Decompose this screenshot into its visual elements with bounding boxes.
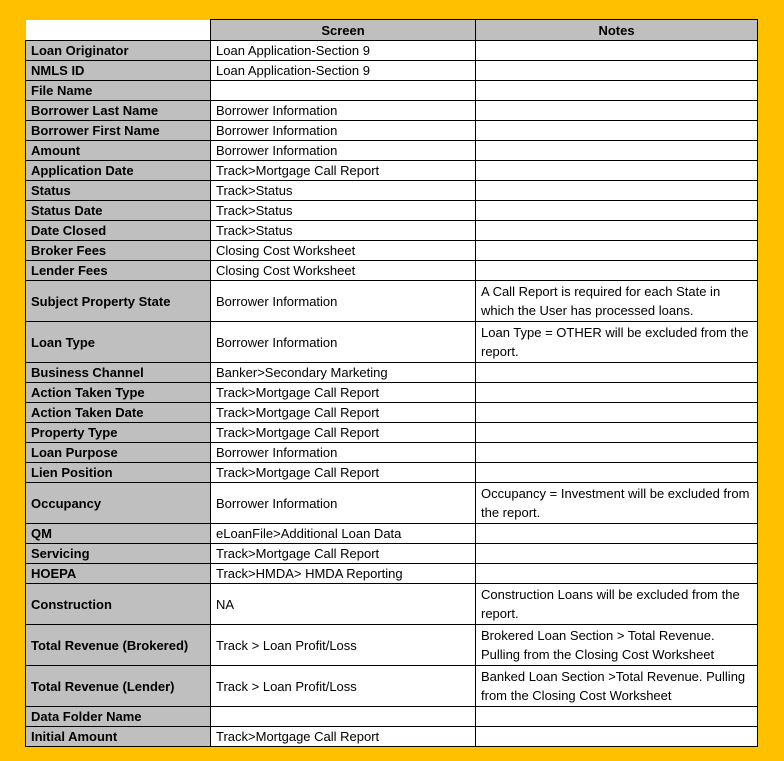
table-row [26, 81, 758, 101]
table-row [26, 141, 758, 161]
screen-cell: Track>Mortgage Call Report [211, 727, 476, 747]
field-label-cell: Lien Position [26, 463, 211, 483]
screen-cell: Track>Mortgage Call Report [211, 383, 476, 403]
field-label-cell: Data Folder Name [26, 707, 211, 727]
table-row [26, 161, 758, 181]
field-label-cell: Total Revenue (Brokered) [26, 625, 211, 666]
notes-cell [476, 41, 758, 61]
column-header-notes: Notes [476, 20, 758, 41]
notes-cell [476, 463, 758, 483]
screen-cell: Track>Mortgage Call Report [211, 423, 476, 443]
screen-cell: Track>Mortgage Call Report [211, 544, 476, 564]
table-row [26, 281, 758, 322]
screen-cell: Closing Cost Worksheet [211, 241, 476, 261]
notes-cell: A Call Report is required for each State in which the User has processed loans. [476, 281, 758, 322]
screen-cell: eLoanFile>Additional Loan Data [211, 524, 476, 544]
screen-cell: Loan Application-Section 9 [211, 61, 476, 81]
notes-cell [476, 544, 758, 564]
table-row [26, 363, 758, 383]
screen-cell: Track > Loan Profit/Loss [211, 625, 476, 666]
field-label-cell: Total Revenue (Lender) [26, 666, 211, 707]
notes-cell [476, 121, 758, 141]
notes-cell [476, 524, 758, 544]
field-label-cell: Initial Amount [26, 727, 211, 747]
field-label-cell: Action Taken Type [26, 383, 211, 403]
table-row [26, 666, 758, 707]
table-row [26, 383, 758, 403]
screen-cell: Track>Mortgage Call Report [211, 403, 476, 423]
notes-cell [476, 261, 758, 281]
corner-header-cell [26, 20, 211, 41]
field-label-cell: Date Closed [26, 221, 211, 241]
field-label-cell: Action Taken Date [26, 403, 211, 423]
notes-cell [476, 443, 758, 463]
column-header-screen: Screen [211, 20, 476, 41]
field-mapping-table [25, 19, 758, 747]
notes-cell [476, 181, 758, 201]
table-row [26, 423, 758, 443]
notes-cell [476, 383, 758, 403]
table-row [26, 463, 758, 483]
field-label-cell: Application Date [26, 161, 211, 181]
notes-cell [476, 564, 758, 584]
field-label-cell: HOEPA [26, 564, 211, 584]
table-row [26, 483, 758, 524]
table-row [26, 261, 758, 281]
field-label-cell: Amount [26, 141, 211, 161]
field-label-cell: Construction [26, 584, 211, 625]
field-label-cell: Borrower First Name [26, 121, 211, 141]
table-row [26, 121, 758, 141]
notes-cell: Occupancy = Investment will be excluded from the report. [476, 483, 758, 524]
notes-cell [476, 403, 758, 423]
field-label-cell: Loan Purpose [26, 443, 211, 463]
table-row [26, 625, 758, 666]
table-row [26, 443, 758, 463]
table-row [26, 584, 758, 625]
notes-cell: Brokered Loan Section > Total Revenue. Pulling from the Closing Cost Worksheet [476, 625, 758, 666]
field-label-cell: Broker Fees [26, 241, 211, 261]
screen-cell [211, 81, 476, 101]
table-row [26, 564, 758, 584]
notes-cell: Banked Loan Section >Total Revenue. Pulling from the Closing Cost Worksheet [476, 666, 758, 707]
screen-cell: Track>HMDA> HMDA Reporting [211, 564, 476, 584]
screen-cell: Borrower Information [211, 483, 476, 524]
notes-cell [476, 101, 758, 121]
notes-cell [476, 201, 758, 221]
notes-cell: Construction Loans will be excluded from the report. [476, 584, 758, 625]
notes-cell [476, 161, 758, 181]
table-row [26, 403, 758, 423]
notes-cell [476, 423, 758, 443]
table-row [26, 61, 758, 81]
notes-cell [476, 141, 758, 161]
field-label-cell: Loan Originator [26, 41, 211, 61]
screen-cell: Loan Application-Section 9 [211, 41, 476, 61]
field-label-cell: Status [26, 181, 211, 201]
field-label-cell: Property Type [26, 423, 211, 443]
field-label-cell: Business Channel [26, 363, 211, 383]
table-row [26, 241, 758, 261]
screen-cell: Track > Loan Profit/Loss [211, 666, 476, 707]
screen-cell: Borrower Information [211, 443, 476, 463]
table-row [26, 524, 758, 544]
screen-cell: Borrower Information [211, 101, 476, 121]
screen-cell: Borrower Information [211, 121, 476, 141]
notes-cell [476, 61, 758, 81]
field-label-cell: Borrower Last Name [26, 101, 211, 121]
notes-cell: Loan Type = OTHER will be excluded from the report. [476, 322, 758, 363]
table-row [26, 201, 758, 221]
notes-cell [476, 363, 758, 383]
notes-cell [476, 81, 758, 101]
field-label-cell: Lender Fees [26, 261, 211, 281]
table-body [26, 41, 758, 747]
notes-cell [476, 727, 758, 747]
field-label-cell: Subject Property State [26, 281, 211, 322]
screen-cell: Track>Mortgage Call Report [211, 161, 476, 181]
table-row [26, 727, 758, 747]
notes-cell [476, 221, 758, 241]
field-label-cell: Occupancy [26, 483, 211, 524]
table-row [26, 181, 758, 201]
screen-cell: Borrower Information [211, 281, 476, 322]
screen-cell: Track>Mortgage Call Report [211, 463, 476, 483]
screen-cell: Closing Cost Worksheet [211, 261, 476, 281]
table-row [26, 221, 758, 241]
screen-cell [211, 707, 476, 727]
notes-cell [476, 241, 758, 261]
field-label-cell: QM [26, 524, 211, 544]
header-row [26, 20, 758, 41]
field-label-cell: Status Date [26, 201, 211, 221]
table-row [26, 101, 758, 121]
screen-cell: Track>Status [211, 201, 476, 221]
field-label-cell: File Name [26, 81, 211, 101]
field-label-cell: Servicing [26, 544, 211, 564]
screen-cell: Banker>Secondary Marketing [211, 363, 476, 383]
screen-cell: Track>Status [211, 181, 476, 201]
field-label-cell: Loan Type [26, 322, 211, 363]
table-row [26, 707, 758, 727]
screen-cell: NA [211, 584, 476, 625]
table-row [26, 322, 758, 363]
screen-cell: Track>Status [211, 221, 476, 241]
field-label-cell: NMLS ID [26, 61, 211, 81]
screen-cell: Borrower Information [211, 141, 476, 161]
table-row [26, 544, 758, 564]
screen-cell: Borrower Information [211, 322, 476, 363]
notes-cell [476, 707, 758, 727]
table-row [26, 41, 758, 61]
